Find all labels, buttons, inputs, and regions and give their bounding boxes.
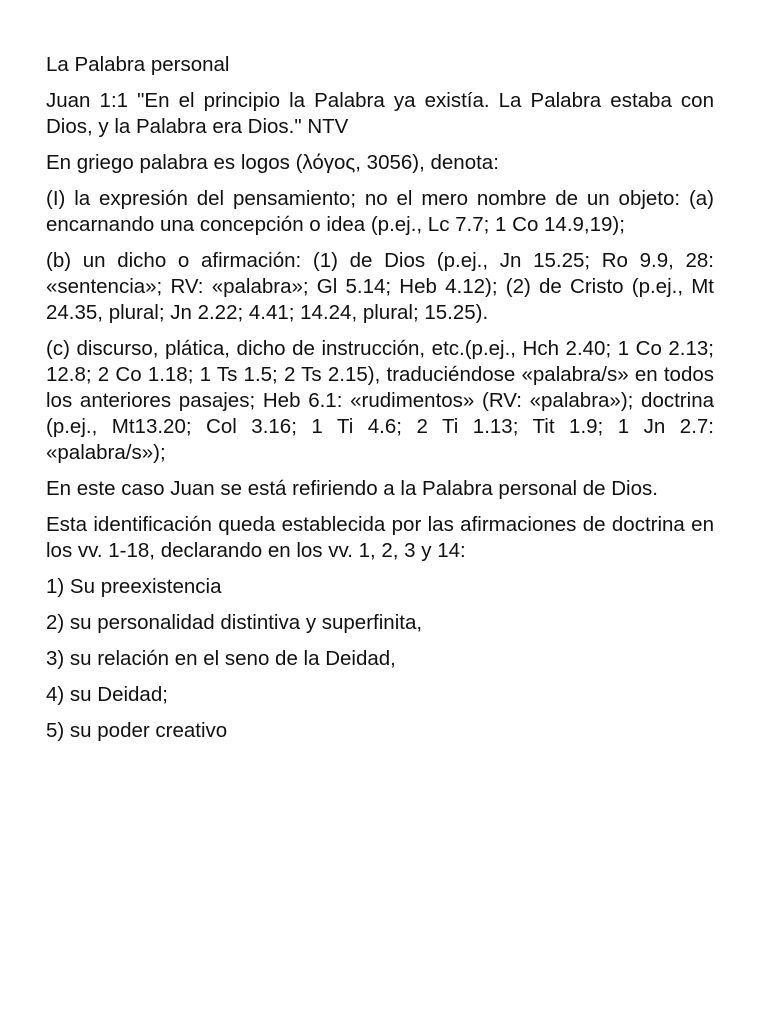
- document-page: [46, 52, 714, 754]
- list-item: 2) su personalidad distintiva y superfinita,: [46, 611, 423, 634]
- list-item: 5) su poder creativo: [46, 719, 228, 742]
- list-item: 4) su Deidad;: [46, 683, 168, 706]
- list-item: 3) su relación en el seno de la Deidad,: [46, 647, 396, 670]
- paragraph-definition-a: (I) la expresión del pensamiento; no el mero nombre de un objeto: (a) encarnando una concepción o idea (p.ej., Lc 7.7; 1 Co 14.9,19);: [46, 187, 714, 236]
- paragraph-definition-c: (c) discurso, plática, dicho de instrucción, etc.(p.ej., Hch 2.40; 1 Co 2.13; 12.8; 2 Co 1.18; 1 Ts 1.5; 2 Ts 2.15), traduciéndose «palabra/s» en todos los anteriores pasajes; Heb 6.1: «rudimentos» (RV: «palabra»); doctrina (p.ej., Mt13.20; Col 3.16; 1 Ti 4.6; 2 Ti 1.13; Tit 1.9; 1 Jn 2.7: «palabra/s»);: [46, 337, 714, 464]
- paragraph-personal-word: En este caso Juan se está refiriendo a la Palabra personal de Dios.: [46, 477, 658, 500]
- paragraph-identification: Esta identificación queda establecida por las afirmaciones de doctrina en los vv. 1-18, declarando en los vv. 1, 2, 3 y 14:: [46, 513, 714, 562]
- list-item: 1) Su preexistencia: [46, 575, 222, 598]
- paragraph-greek-definition: En griego palabra es logos (λόγος, 3056), denota:: [46, 151, 499, 174]
- document-title: La Palabra personal: [46, 53, 230, 76]
- paragraph-definition-b: (b) un dicho o afirmación: (1) de Dios (p.ej., Jn 15.25; Ro 9.9, 28: «sentencia»; RV: «palabra»; Gl 5.14; Heb 4.12); (2) de Cristo (p.ej., Mt 24.35, plural; Jn 2.22; 4.41; 14.24, plural; 15.25).: [46, 249, 714, 324]
- paragraph-verse: Juan 1:1 "En el principio la Palabra ya existía. La Palabra estaba con Dios, y la Palabra era Dios." NTV: [46, 89, 714, 138]
